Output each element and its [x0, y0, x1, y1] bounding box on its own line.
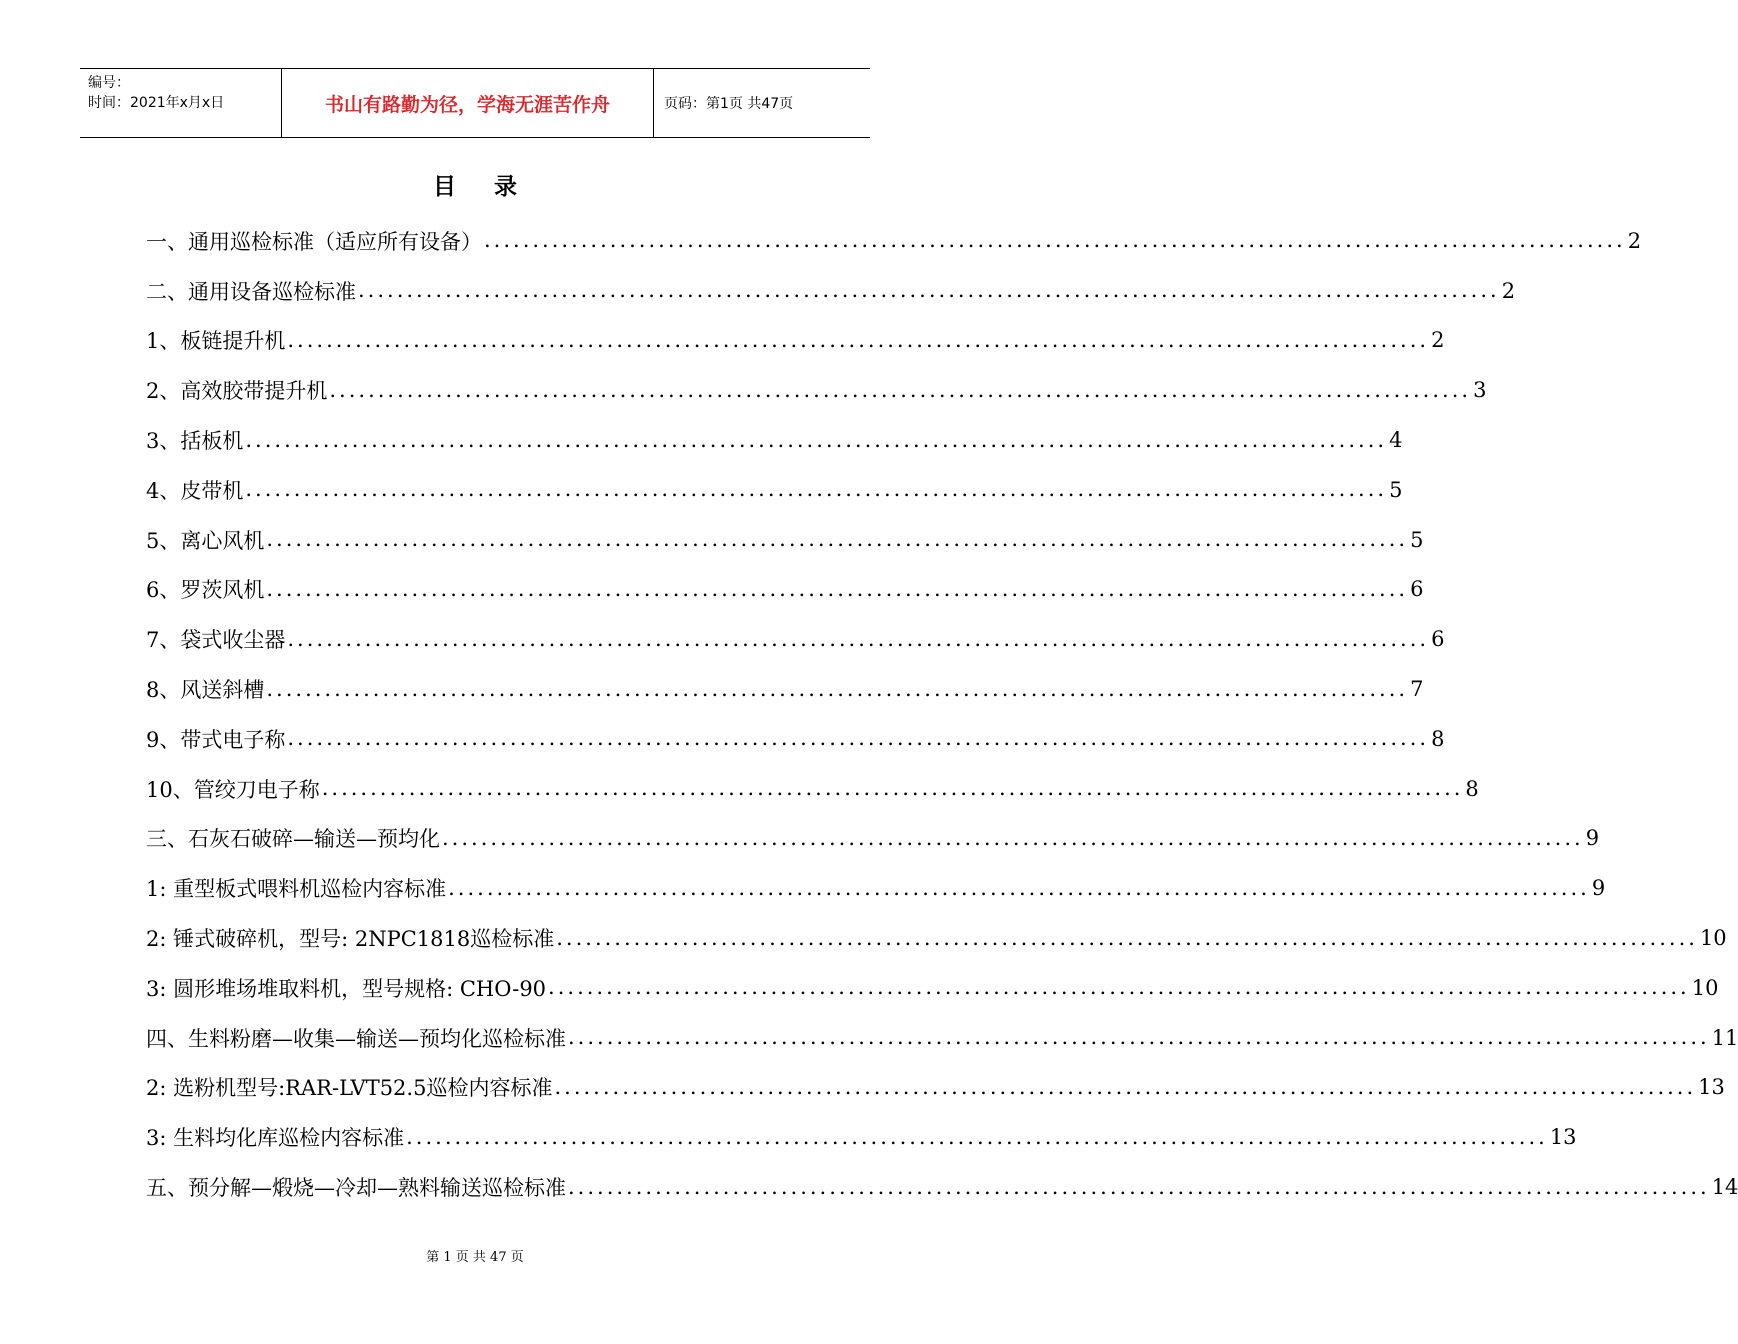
toc-dot-leader: ......................................................................................................................	[556, 925, 1698, 950]
toc-entry[interactable]	[146, 1013, 1738, 1063]
toc-entry-page-number: 14	[1711, 1175, 1738, 1200]
toc-entry[interactable]	[146, 714, 1445, 764]
toc-dot-leader: ......................................................................................................................	[554, 1074, 1697, 1099]
toc-entry-page-number: 9	[1585, 826, 1600, 851]
toc-entry-title: 9、带式电子称	[146, 727, 286, 752]
toc-entry[interactable]	[146, 415, 1403, 465]
toc-entry[interactable]	[146, 216, 1642, 266]
motto-text: 书山有路勤为径，学海无涯苦作舟	[324, 93, 610, 116]
toc-entry-title: 2: 锤式破碎机，型号: 2NPC1818巡检标准	[146, 927, 555, 952]
date-label: 时间：2021年x月x日	[88, 95, 225, 111]
toc-entry[interactable]	[146, 316, 1445, 366]
toc-dot-leader: ......................................................................................................................	[287, 726, 1430, 751]
number-label: 编号：	[88, 75, 130, 91]
toc-entry-page-number: 7	[1410, 677, 1424, 702]
toc-entry-page-number: 8	[1431, 726, 1445, 751]
toc-entry-title: 五、预分解—煅烧—冷却—熟料输送巡检标准	[146, 1176, 566, 1201]
toc-entry-title: 3: 生料均化库巡检内容标准	[146, 1126, 405, 1151]
toc-entry-page-number: 11	[1711, 1025, 1738, 1050]
toc-dot-leader: ......................................................................................................................	[568, 1174, 1710, 1199]
toc-dot-leader: ......................................................................................................................	[568, 1025, 1710, 1050]
toc-entry-title: 二、通用设备巡检标准	[146, 279, 356, 304]
toc-entry-title: 一、通用巡检标准（适应所有设备）	[146, 229, 482, 254]
toc-entry-page-number: 6	[1410, 577, 1424, 602]
toc-entry-page-number: 8	[1465, 776, 1479, 801]
toc-entry-title: 7、袋式收尘器	[146, 628, 286, 653]
toc-dot-leader: ......................................................................................................................	[484, 228, 1626, 253]
toc-entry-title: 2: 选粉机型号:RAR-LVT52.5巡检内容标准	[146, 1076, 553, 1101]
toc-entry-page-number: 2	[1627, 228, 1642, 253]
toc-entry-page-number: 2	[1431, 328, 1445, 353]
toc-entry-title: 1: 重型板式喂料机巡检内容标准	[146, 877, 447, 902]
toc-entry-page-number: 10	[1691, 975, 1719, 1000]
toc-entry-title: 3、括板机	[146, 429, 244, 454]
toc-dot-leader: ......................................................................................................................	[266, 676, 1409, 701]
toc-entry-title: 三、石灰石破碎—输送—预均化	[146, 827, 440, 852]
toc-dot-leader: ......................................................................................................................	[266, 527, 1409, 552]
toc-entry-page-number: 2	[1501, 278, 1516, 303]
toc-entry[interactable]	[146, 963, 1719, 1013]
toc-entry[interactable]	[146, 664, 1424, 714]
toc-entry-title: 8、风送斜槽	[146, 678, 265, 703]
toc-dot-leader: ......................................................................................................................	[287, 327, 1430, 352]
toc-entry[interactable]	[146, 764, 1479, 814]
toc-entry[interactable]	[146, 365, 1487, 415]
toc-entry-page-number: 6	[1431, 627, 1445, 652]
toc-dot-leader: ......................................................................................................................	[548, 975, 1690, 1000]
page-footer: 第 1 页 共 47 页	[426, 1250, 524, 1265]
toc-entry-page-number: 9	[1591, 876, 1606, 901]
toc-entry-title: 5、离心风机	[146, 528, 265, 553]
toc-dot-leader: ......................................................................................................................	[406, 1124, 1548, 1149]
toc-entry-title: 4、皮带机	[146, 478, 244, 503]
toc-entry[interactable]	[146, 614, 1445, 664]
toc-entry[interactable]	[146, 863, 1606, 913]
toc-entry-title: 1、板链提升机	[146, 329, 286, 354]
toc-entry-page-number: 3	[1473, 378, 1487, 403]
toc-entry-page-number: 4	[1389, 428, 1403, 453]
header-page-info: 页码：第1页 共47页	[664, 96, 794, 112]
toc-entry[interactable]	[146, 1063, 1725, 1113]
header-page-cell	[654, 69, 870, 137]
toc-entry-page-number: 13	[1549, 1125, 1577, 1150]
toc-entry-page-number: 5	[1410, 527, 1424, 552]
toc-entry-title: 10、管绞刀电子称	[146, 777, 320, 802]
toc-entry[interactable]	[146, 913, 1727, 963]
toc-entry[interactable]	[146, 565, 1424, 615]
document-header	[80, 68, 870, 138]
toc-entry[interactable]	[146, 1162, 1738, 1212]
toc-entry-title: 3: 圆形堆场堆取料机，型号规格: CHO-90	[146, 976, 547, 1001]
toc-entry[interactable]	[146, 814, 1600, 864]
toc-dot-leader: ......................................................................................................................	[245, 427, 1388, 452]
toc-dot-leader: ......................................................................................................................	[266, 576, 1409, 601]
toc-entry-page-number: 10	[1699, 926, 1727, 951]
toc-dot-leader: ......................................................................................................................	[321, 776, 1464, 801]
toc-dot-leader: ......................................................................................................................	[245, 477, 1388, 502]
header-motto-cell	[282, 69, 654, 137]
toc-entry[interactable]	[146, 515, 1424, 565]
toc-dot-leader: ......................................................................................................................	[287, 626, 1430, 651]
toc-dot-leader: ......................................................................................................................	[358, 278, 1500, 303]
toc-entry-title: 6、罗茨风机	[146, 578, 265, 603]
toc-entry-title: 2、高效胶带提升机	[146, 379, 328, 404]
toc-entry-page-number: 13	[1698, 1075, 1725, 1100]
toc-dot-leader: ......................................................................................................................	[448, 875, 1590, 900]
toc-title: 目录	[433, 173, 555, 200]
header-meta-cell	[80, 69, 282, 137]
toc-dot-leader: ......................................................................................................................	[329, 377, 1472, 402]
toc-entry-page-number: 5	[1389, 477, 1403, 502]
toc-dot-leader: ......................................................................................................................	[442, 825, 1584, 850]
table-of-contents	[146, 216, 1738, 1212]
toc-entry[interactable]	[146, 465, 1403, 515]
toc-entry-title: 四、生料粉磨—收集—输送—预均化巡检标准	[146, 1026, 566, 1051]
toc-entry[interactable]	[146, 266, 1516, 316]
toc-entry[interactable]	[146, 1112, 1577, 1162]
